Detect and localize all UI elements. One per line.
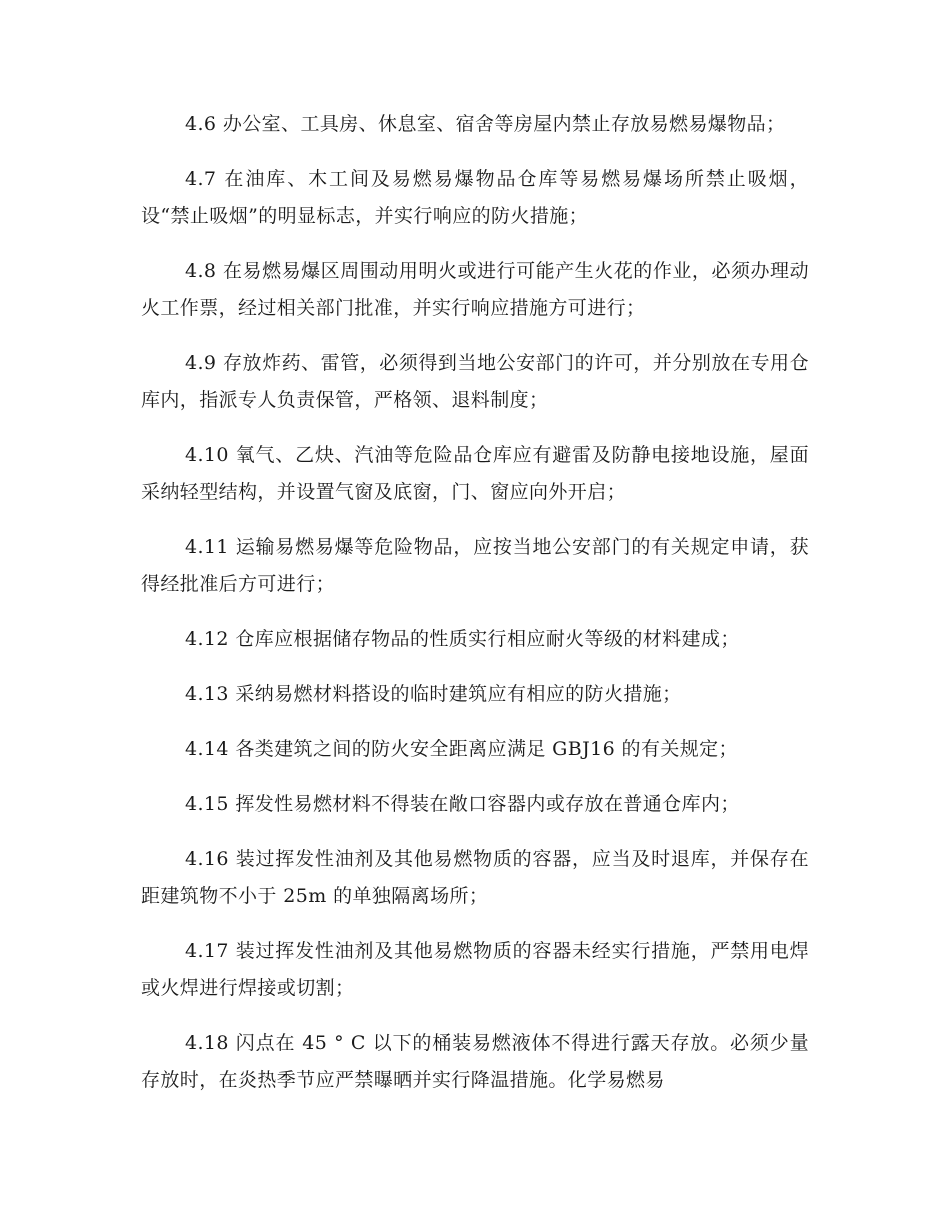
clause-4-12: 4.12 仓库应根据储存物品的性质实行相应耐火等级的材料建成； (185, 628, 740, 650)
clause-4-10: 4.10 氧气、乙炔、汽油等危险品仓库应有避雷及防静电接地设施，屋面采纳轻型结构，并设置气窗及底窗，门、窗应向外开启； (141, 444, 809, 503)
clause-4-11: 4.11 运输易燃易爆等危险物品，应按当地公安部门的有关规定申请，获得经批准后方可进行； (141, 536, 809, 595)
document-body (141, 106, 809, 1117)
clause-4-7: 4.7 在油库、木工间及易燃易爆物品仓库等易燃易爆场所禁止吸烟，设“禁止吸烟”的明显标志，并实行响应的防火措施； (141, 168, 809, 227)
clause-4-18: 4.18 闪点在 45 ° C 以下的桶装易燃液体不得进行露天存放。必须少量存放时，在炎热季节应严禁曝晒并实行降温措施。化学易燃易 (141, 1032, 809, 1091)
clause-4-14: 4.14 各类建筑之间的防火安全距离应满足 GBJ16 的有关规定； (185, 738, 738, 760)
clause-4-16: 4.16 装过挥发性油剂及其他易燃物质的容器，应当及时退库，并保存在距建筑物不小于 25m 的单独隔离场所； (141, 848, 809, 907)
clause-4-6: 4.6 办公室、工具房、休息室、宿舍等房屋内禁止存放易燃易爆物品； (185, 113, 786, 135)
clause-4-15: 4.15 挥发性易燃材料不得装在敞口容器内或存放在普通仓库内； (185, 793, 740, 815)
clause-4-8: 4.8 在易燃易爆区周围动用明火或进行可能产生火花的作业，必须办理动火工作票，经过相关部门批准，并实行响应措施方可进行； (141, 260, 809, 319)
clause-4-17: 4.17 装过挥发性油剂及其他易燃物质的容器未经实行措施，严禁用电焊或火焊进行焊接或切割； (141, 940, 809, 999)
clause-4-9: 4.9 存放炸药、雷管，必须得到当地公安部门的许可，并分别放在专用仓库内，指派专人负责保管，严格领、退料制度； (141, 352, 809, 411)
clause-4-13: 4.13 采纳易燃材料搭设的临时建筑应有相应的防火措施； (185, 683, 682, 705)
